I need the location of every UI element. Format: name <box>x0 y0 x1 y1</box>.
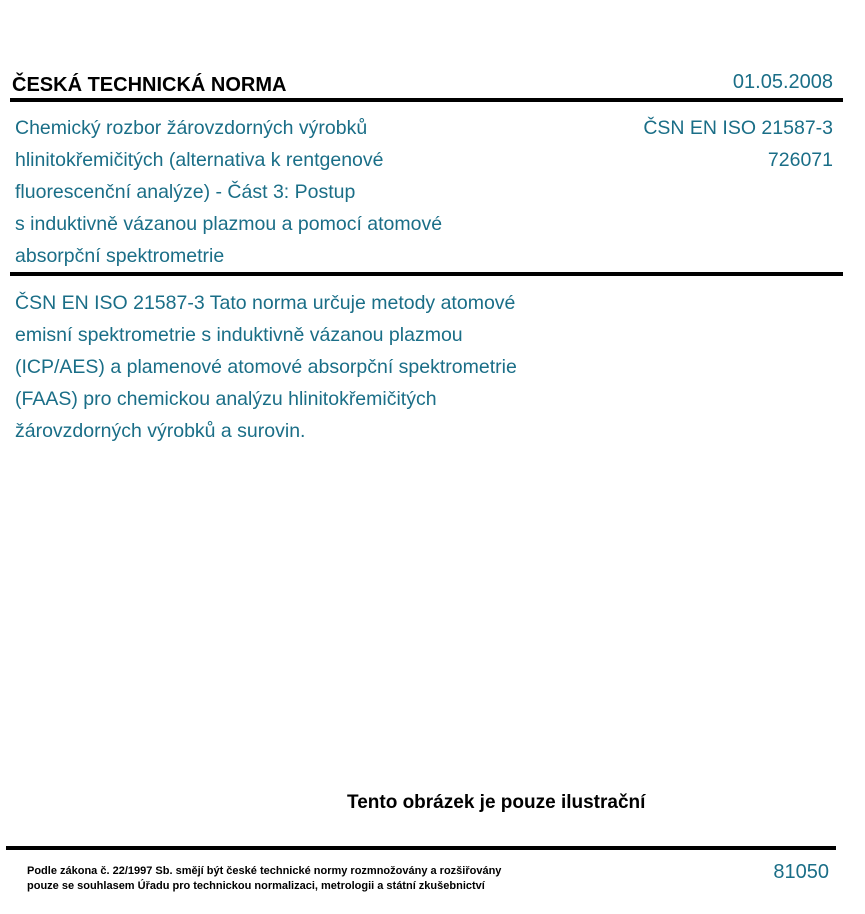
footer-legal-line: pouze se souhlasem Úřadu pro technickou normalizaci, metrologii a státní zkušebnictví <box>27 880 485 892</box>
abstract-line: (FAAS) pro chemickou analýzu hlinitokřemičitých <box>15 388 437 410</box>
document-title-line: hlinitokřemičitých (alternativa k rentgenové <box>15 149 384 171</box>
document-title-line: Chemický rozbor žárovzdorných výrobků <box>15 117 368 139</box>
document-title-line: s induktivně vázanou plazmou a pomocí atomové <box>15 213 443 235</box>
header-date: 01.05.2008 <box>732 71 833 93</box>
footer-divider <box>6 846 836 850</box>
title-divider <box>10 272 843 276</box>
norm-number: ČSN EN ISO 21587-3 <box>643 117 833 139</box>
header-title: ČESKÁ TECHNICKÁ NORMA <box>12 74 287 96</box>
illustration-note: Tento obrázek je pouze ilustrační <box>347 792 646 813</box>
document-title <box>15 112 495 272</box>
footer-code: 81050 <box>773 861 829 883</box>
class-code: 726071 <box>767 149 833 171</box>
abstract-line: emisní spektrometrie s induktivně vázanou plazmou <box>15 324 463 346</box>
header-divider <box>10 98 843 102</box>
abstract-line: ČSN EN ISO 21587-3 Tato norma určuje metody atomové <box>15 292 516 314</box>
document-title-line: absorpční spektrometrie <box>15 245 225 267</box>
document-title-line: fluorescenční analýze) - Část 3: Postup <box>15 181 356 203</box>
footer-legal-notice <box>27 864 501 894</box>
abstract-line: (ICP/AES) a plamenové atomové absorpční spektrometrie <box>15 356 517 378</box>
abstract-line: žárovzdorných výrobků a surovin. <box>15 420 306 442</box>
footer-legal-line: Podle zákona č. 22/1997 Sb. smějí být české technické normy rozmnožovány a rozšiřovány <box>27 865 502 877</box>
abstract <box>15 287 595 447</box>
norm-codes <box>643 112 833 176</box>
